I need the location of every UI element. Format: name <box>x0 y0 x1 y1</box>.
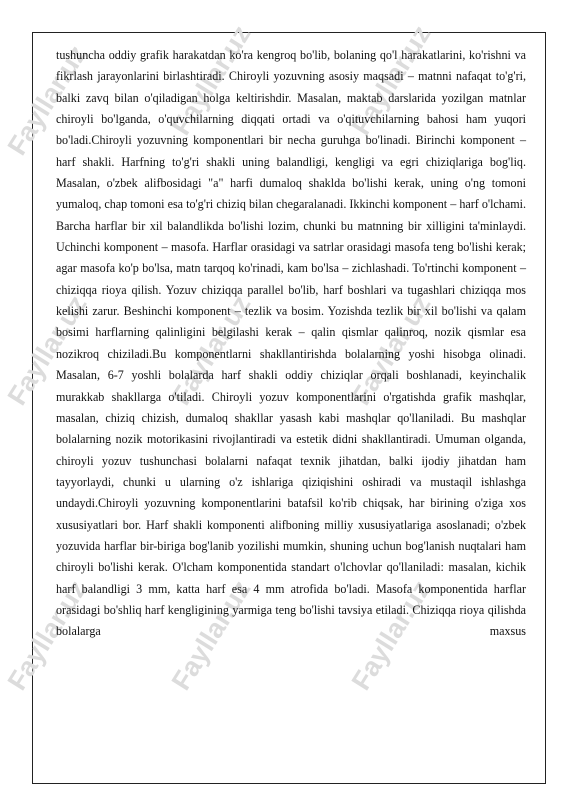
body-paragraph: tushuncha oddiy grafik harakatdan ko'ra kengroq bo'lib, bolaning qo'l harakatlarini, ko'rishni va fikrlash jarayonlarini birlashtiradi. Chiroyli yozuvning asosiy maqsadi – matnni nafaqat to'g'ri, balki zavq bilan o'qiladigan holga keltirishdir. Masalan, maktab darslarida yozilgan matnlar chiroyli bo'lganda, o'quvchilarning diqqati ortadi va o'qituvchilarning bahosi ham yuqori bo'ladi.Chiroyli yozuvning komponentlari bir necha guruhga bo'linadi. Birinchi komponent – harf shakli. Harfning to'g'ri shakli uning balandligi, kengligi va egri chiziqlariga bog'liq. Masalan, o'zbek alifbosidagi "a" harfi dumaloq shaklda bo'lishi kerak, uning o'ng tomoni yumaloq, chap tomoni esa to'g'ri chiziq bilan chegaralanadi. Ikkinchi komponent – harf o'lchami. Barcha harflar bir xil balandlikda bo'lishi lozim, chunki bu matnning bir xilligini ta'minlaydi. Uchinchi komponent – masofa. Harflar orasidagi va satrlar orasidagi masofa teng bo'lishi kerak; agar masofa ko'p bo'lsa, matn tarqoq ko'rinadi, kam bo'lsa – zichlashadi. To'rtinchi komponent – chiziqqa rioya qilish. Yozuv chiziqqa parallel bo'lib, harf boshlari va tugashlari chiziqqa mos kelishi zarur. Beshinchi komponent – tezlik va bosim. Yozishda tezlik bir xil bo'lishi va qalam bosimi harflarning qalinligini belgilashi kerak – qalin qismlar qalinroq, nozik qismlar esa nozikroq chiziladi.Bu komponentlarni shakllantirishda bolalarning yoshi hisobga olinadi. Masalan, 6-7 yoshli bolalarda harf shakli oddiy chiziqlar orqali boshlanadi, keyinchalik murakkab shakllarga o'tiladi. Chiroyli yozuv komponentlarini o'rgatishda grafik mashqlar, masalan, chiziq chizish, dumaloq shakllar yasash kabi mashqlar qo'llaniladi. Bu mashqlar bolalarning nozik motorikasini rivojlantiradi va estetik didni shakllantiradi. Umuman olganda, chiroyli yozuv tushunchasi bolalarni nafaqat texnik jihatdan, balki ijodiy jihatdan ham tayyorlaydi, chunki u ularning o'z ishlariga qiziqishini oshiradi va mustaqil ishlashga undaydi.Chiroyli yozuvning komponentlarini batafsil ko'rib chiqsak, har birining o'ziga xos xususiyatlari bor. Harf shakli komponenti alifboning milliy xususiyatlariga asoslanadi; o'zbek yozuvida harflar bir-biriga bog'lanib yozilishi mumkin, shuning uchun bog'lanish nuqtalari ham chiroyli bo'lishi kerak. O'lcham komponentida standart o'lchovlar qo'llaniladi: masalan, kichik harf balandligi 3 mm, katta harf esa 4 mm atrofida bo'ladi. Masofa komponentida harflar orasidagi bo'shliq harf kengligining yarmiga teng bo'lishi tavsiya etiladi. Chiziqqa rioya qilishda bolalarga maxsus <box>56 48 526 639</box>
watermark: Fayllar.uz <box>165 290 257 411</box>
watermark: Fayllar.uz <box>165 20 257 141</box>
watermark: Fayllar.uz <box>345 575 437 696</box>
watermark: Fayllar.uz <box>345 20 437 141</box>
document-body <box>56 45 526 643</box>
watermark: Fayllar.uz <box>165 575 257 696</box>
watermark: Fayllar.uz <box>1 290 93 411</box>
watermark: Fayllar.uz <box>1 575 93 696</box>
watermark: Fayllar.uz <box>345 290 437 411</box>
watermark: Fayllar.uz <box>1 40 93 161</box>
